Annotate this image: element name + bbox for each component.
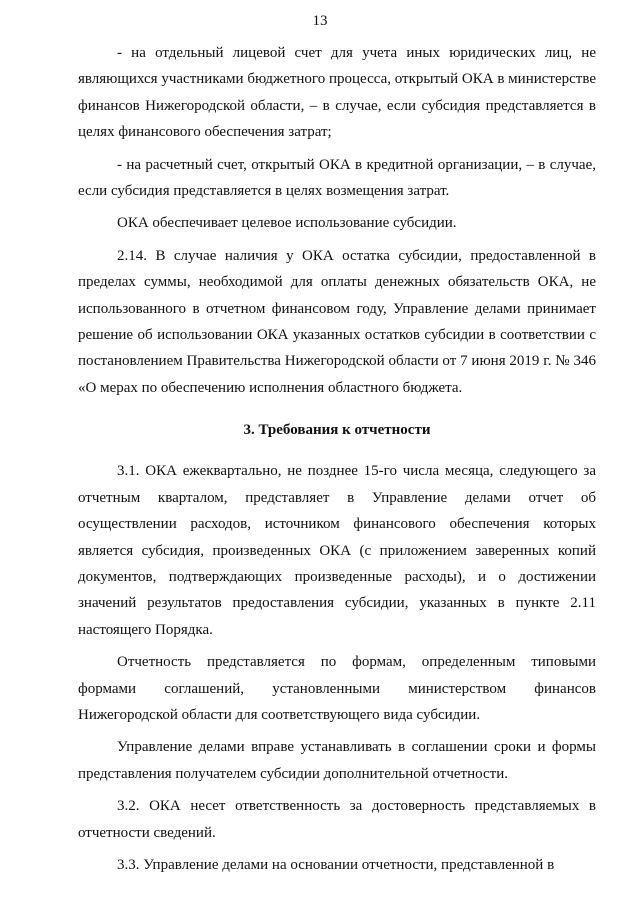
paragraph-report-forms: Отчетность представляется по формам, определенным типовыми формами соглашений, установленными министерством финансов Нижегородской области для соответствующего вида субсидии. [78,654,596,723]
paragraph-2-14: 2.14. В случае наличия у ОКА остатка субсидии, предоставленной в пределах суммы, необходимой для оплаты денежных обязательств ОКА, не использованного в отчетном финансовом году, Управление делами принимает решение об использовании ОКА указанных остатков субсидии в соответствии с постановлением Правительства Нижегородской области от 7 июня 2019 г. № 346 «О мерах по обеспечению исполнения областного бюджета. [78,247,596,396]
paragraph-3-3: 3.3. Управление делами на основании отчетности, представленной в [117,856,555,873]
paragraph-additional-reporting: Управление делами вправе устанавливать в соглашении сроки и формы представления получателем субсидии дополнительной отчетности. [78,739,596,782]
paragraph-target-use: ОКА обеспечивает целевое использование субсидии. [117,215,457,232]
paragraph-3-2: 3.2. ОКА несет ответственность за достоверность представляемых в отчетности сведений. [78,798,596,841]
section-heading: 3. Требования к отчетности [243,422,431,439]
page-number: 13 [312,13,328,29]
paragraph-3-1: 3.1. ОКА ежеквартально, не позднее 15-го числа месяца, следующего за отчетным кварталом, представляет в Управление делами отчет об осуществлении расходов, источником финансового обеспечения которых является субсидия, произведенных ОКА (с приложением заверенных копий документов, подтверждающих произведенные расходы), и о достижении значений результатов предоставления субсидии, указанных в пункте 2.11 настоящего Порядка. [78,463,596,638]
document-body [78,40,596,884]
paragraph-settlement-account: - на расчетный счет, открытый ОКА в кредитной организации, – в случае, если субсидия представляется в целях возмещения затрат. [78,156,596,200]
paragraph-personal-account: - на отдельный лицевой счет для учета иных юридических лиц, не являющихся участниками бюджетного процесса, открытый ОКА в министерстве финансов Нижегородской области, – в случае, если субсидия представляется в целях финансового обеспечения затрат; [78,45,596,141]
